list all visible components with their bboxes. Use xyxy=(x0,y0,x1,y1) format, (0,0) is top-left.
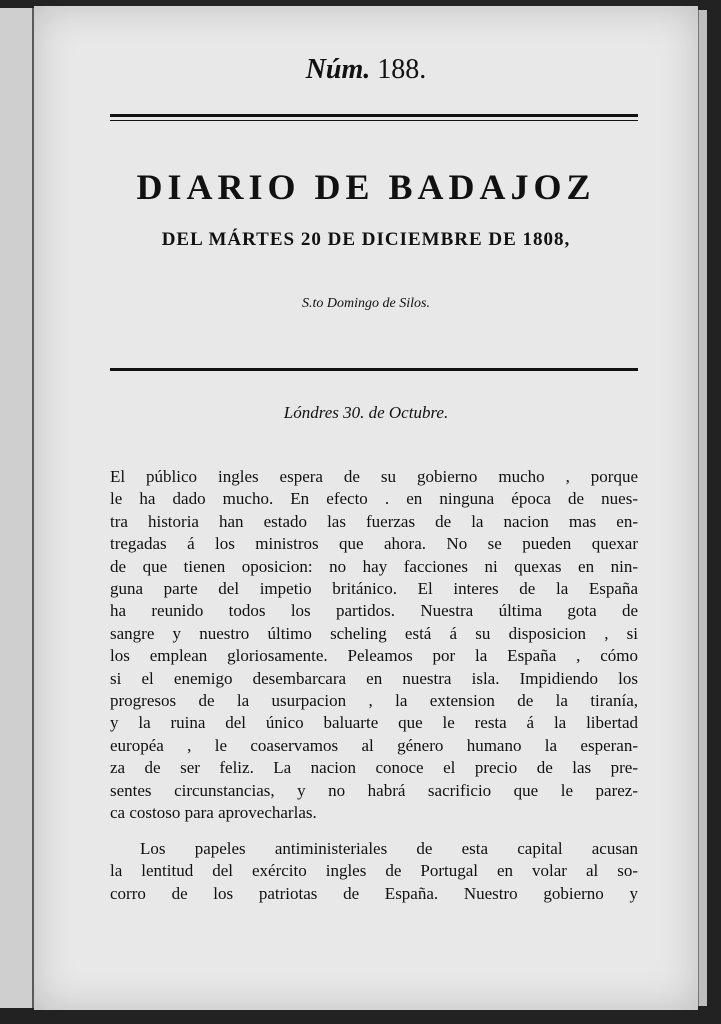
text-line: sangre y nuestro último scheling está á su disposicion , si xyxy=(110,623,638,643)
top-rule-thin xyxy=(110,120,638,121)
text-line: corro de los patriotas de España. Nuestro gobierno y xyxy=(110,883,638,903)
text-line: progresos de la usurpacion , la extension de la tiranía, xyxy=(110,691,638,711)
saint-of-day: S.to Domingo de Silos. xyxy=(302,296,430,311)
text-line: ca costoso para aprovecharlas. xyxy=(110,803,317,823)
text-line: Los papeles antiministeriales de esta capital acusan xyxy=(140,839,638,858)
text-line: la lentitud del exército ingles de Portugal en volar al so- xyxy=(110,861,638,881)
text-line: sentes circunstancias, y no habrá sacrificio que le parez- xyxy=(110,780,638,800)
newspaper-page xyxy=(34,6,698,1010)
article-paragraph-2 xyxy=(110,838,638,905)
text-line: tra historia han estado las fuerzas de la nacion mas en- xyxy=(110,511,638,531)
text-line: los emplean gloriosamente. Peleamos por la España , cómo xyxy=(110,646,638,666)
page-edge xyxy=(698,10,707,1006)
text-line: za de ser feliz. La nacion conoce el precio de las pre- xyxy=(110,758,638,778)
text-line: tregadas á los ministros que ahora. No se pueden quexar xyxy=(110,534,638,554)
text-line: ha reunido todos los partidos. Nuestra última gota de xyxy=(110,601,638,621)
issue-number-label: Núm. xyxy=(305,54,371,85)
text-line: y la ruina del único baluarte que le resta á la libertad xyxy=(110,713,638,733)
section-rule xyxy=(110,368,638,371)
text-line: le ha dado mucho. En efecto . en ninguna época de nues- xyxy=(110,489,638,509)
issue-number xyxy=(34,54,698,86)
text-line: El público ingles espera de su gobierno mucho , porque xyxy=(110,467,638,486)
text-line: de que tienen oposicion: no hay facciones ni quexas en nin- xyxy=(110,556,638,576)
text-line: européa , le coaservamos al género humano la esperan- xyxy=(110,735,638,755)
article-paragraph-1 xyxy=(110,466,638,825)
masthead-title: DIARIO DE BADAJOZ xyxy=(136,167,596,207)
article-place-date: Lóndres 30. de Octubre. xyxy=(283,403,449,422)
top-rule-thick xyxy=(110,114,638,117)
previous-page-edge xyxy=(0,8,34,1008)
issue-number-value: 188. xyxy=(377,54,427,85)
text-line: guna parte del impetio británico. El interes de la España xyxy=(110,579,638,599)
text-line: si el enemigo desembarcara en nuestra isla. Impidiendo los xyxy=(110,668,638,688)
masthead-dateline: DEL MÁRTES 20 DE DICIEMBRE DE 1808, xyxy=(161,229,571,250)
